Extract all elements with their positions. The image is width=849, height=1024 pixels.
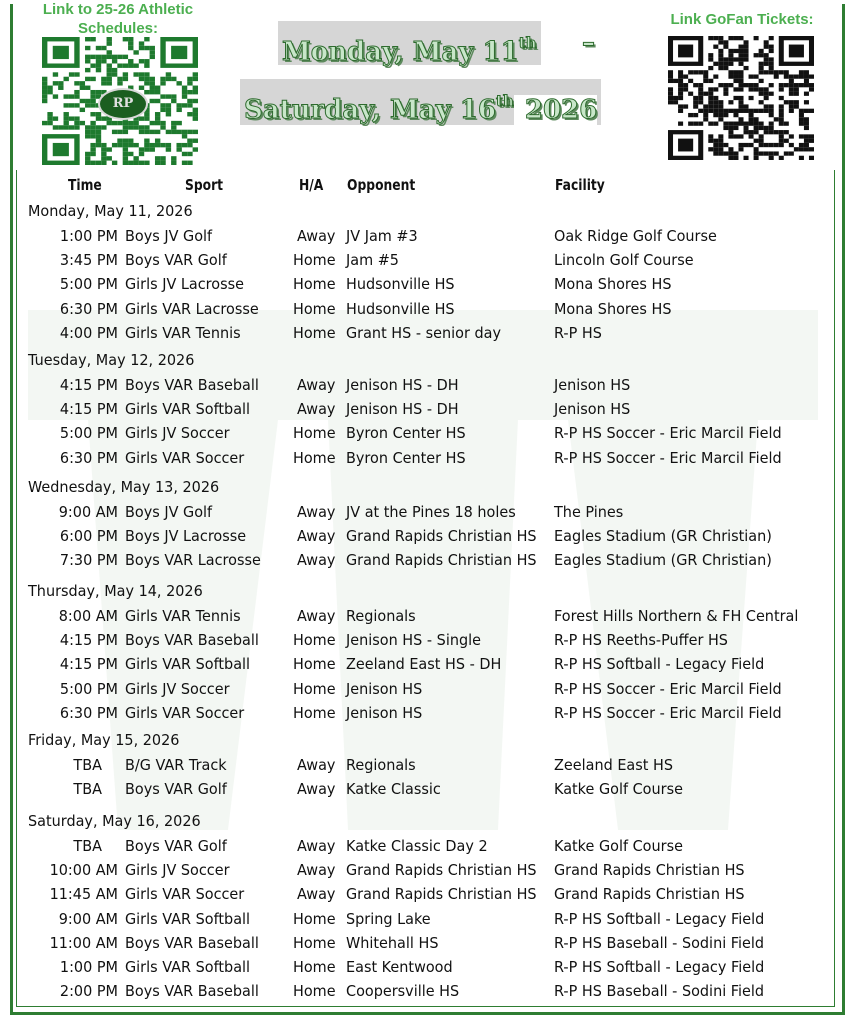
event-sport: Girls VAR Tennis	[125, 607, 241, 625]
event-opponent: Regionals	[346, 756, 416, 774]
event-facility: Katke Golf Course	[554, 837, 683, 855]
event-time: 9:00 AM	[58, 503, 118, 521]
event-facility: Mona Shores HS	[554, 299, 672, 318]
column-header-facility: Facility	[555, 176, 605, 194]
day-heading: Saturday, May 16, 2026	[28, 812, 201, 830]
title-end-suffix: th	[495, 92, 514, 110]
event-facility: Katke Golf Course	[554, 780, 683, 799]
event-home-away: Away	[297, 756, 336, 774]
event-opponent: East Kentwood	[346, 958, 453, 976]
event-home-away: Home	[293, 251, 336, 270]
event-sport: Boys VAR Golf	[125, 837, 227, 855]
event-time: 4:15 PM	[59, 631, 118, 650]
event-time: 11:45 AM	[49, 885, 119, 904]
event-facility: Mona Shores HS	[554, 275, 672, 294]
event-time: 11:00 AM	[49, 933, 119, 952]
title-line-2	[240, 79, 601, 125]
rp-logo-icon: RP	[98, 88, 148, 120]
event-opponent: JV Jam #3	[346, 227, 418, 245]
event-home-away: Home	[293, 679, 336, 698]
event-home-away: Away	[297, 837, 336, 855]
gofan-link-label[interactable]: Link GoFan Tickets:	[670, 11, 814, 28]
event-time: 1:00 PM	[59, 227, 118, 245]
event-time: 3:45 PM	[59, 251, 118, 270]
event-sport: Girls VAR Soccer	[125, 885, 245, 904]
day-heading: Tuesday, May 12, 2026	[28, 351, 195, 369]
event-time: 6:30 PM	[59, 299, 118, 318]
event-opponent: Whitehall HS	[346, 933, 439, 952]
event-time: 6:30 PM	[59, 703, 118, 722]
event-time: 5:00 PM	[59, 424, 118, 443]
event-time: 6:00 PM	[59, 527, 118, 546]
event-home-away: Home	[293, 958, 336, 976]
event-opponent: Jenison HS	[346, 679, 423, 698]
event-home-away: Away	[297, 551, 336, 570]
event-home-away: Away	[297, 503, 336, 521]
column-header-ha: H/A	[299, 176, 324, 194]
event-sport: Girls VAR Softball	[125, 909, 251, 928]
event-sport: B/G VAR Track	[125, 756, 227, 774]
event-sport: Girls JV Soccer	[125, 679, 230, 698]
event-time: 10:00 AM	[49, 861, 119, 880]
event-facility: Jenison HS	[554, 376, 631, 394]
event-facility: R-P HS Soccer - Eric Marcil Field	[554, 448, 782, 467]
event-sport: Girls VAR Tennis	[125, 323, 241, 342]
event-time: 9:00 AM	[58, 909, 118, 928]
event-opponent: Hudsonville HS	[346, 275, 455, 294]
event-time: 2:00 PM	[59, 982, 118, 1001]
event-sport: Girls JV Soccer	[125, 424, 230, 443]
event-opponent: Grand Rapids Christian HS	[346, 861, 537, 880]
event-home-away: Away	[297, 376, 336, 394]
event-sport: Boys VAR Baseball	[125, 376, 259, 394]
event-facility: Eagles Stadium (GR Christian)	[554, 551, 772, 570]
event-facility: Jenison HS	[554, 400, 631, 419]
column-header-opponent: Opponent	[347, 176, 416, 194]
event-opponent: Grand Rapids Christian HS	[346, 551, 537, 570]
event-home-away: Home	[293, 323, 336, 342]
event-sport: Girls JV Lacrosse	[125, 275, 245, 294]
event-home-away: Home	[293, 655, 336, 674]
event-time: 7:30 PM	[59, 551, 118, 570]
event-facility: The Pines	[554, 503, 624, 521]
event-time: 5:00 PM	[59, 275, 118, 294]
event-home-away: Home	[293, 631, 336, 650]
event-sport: Boys JV Golf	[125, 503, 213, 521]
column-header-sport: Sport	[185, 176, 224, 194]
schedules-link-label[interactable]: Link to 25-26 Athletic Schedules:	[42, 1, 194, 37]
event-home-away: Away	[297, 607, 336, 625]
event-facility: Forest Hills Northern & FH Central	[554, 607, 799, 625]
day-heading: Monday, May 11, 2026	[28, 202, 193, 220]
event-facility: Grand Rapids Christian HS	[554, 861, 745, 880]
event-facility: R-P HS Soccer - Eric Marcil Field	[554, 424, 782, 443]
title-start-suffix: th	[518, 34, 537, 52]
event-time: TBA	[73, 837, 102, 855]
event-home-away: Home	[293, 448, 336, 467]
event-facility: R-P HS Soccer - Eric Marcil Field	[554, 679, 782, 698]
event-opponent: Jenison HS - Single	[346, 631, 481, 650]
event-home-away: Away	[297, 400, 336, 419]
event-facility: Lincoln Golf Course	[554, 251, 694, 270]
event-home-away: Home	[293, 299, 336, 318]
event-opponent: Grant HS - senior day	[346, 323, 502, 342]
event-sport: Girls VAR Soccer	[125, 448, 245, 467]
event-opponent: Jenison HS	[346, 703, 423, 722]
event-opponent: Jam #5	[346, 251, 399, 270]
event-time: 4:15 PM	[59, 376, 118, 394]
event-facility: R-P HS Softball - Legacy Field	[554, 655, 765, 674]
event-time: TBA	[73, 756, 102, 774]
event-sport: Girls VAR Softball	[125, 655, 251, 674]
event-sport: Boys JV Golf	[125, 227, 213, 245]
event-home-away: Away	[297, 861, 336, 880]
event-opponent: Byron Center HS	[346, 448, 466, 467]
event-home-away: Away	[297, 780, 336, 799]
event-time: 8:00 AM	[58, 607, 118, 625]
event-facility: R-P HS Baseball - Sodini Field	[554, 982, 765, 1001]
event-facility: R-P HS Reeths-Puffer HS	[554, 631, 728, 650]
event-home-away: Home	[293, 909, 336, 928]
event-sport: Boys VAR Baseball	[125, 631, 259, 650]
event-sport: Boys VAR Baseball	[125, 982, 259, 1001]
event-sport: Boys VAR Baseball	[125, 933, 259, 952]
event-sport: Boys JV Lacrosse	[125, 527, 247, 546]
event-time: 4:15 PM	[59, 400, 118, 419]
event-sport: Girls VAR Softball	[125, 958, 251, 976]
event-home-away: Home	[293, 703, 336, 722]
qr-code-gofan-icon[interactable]	[668, 36, 814, 160]
title-year: 2026	[515, 95, 598, 125]
title-dash: –	[582, 28, 595, 58]
event-opponent: Grand Rapids Christian HS	[346, 527, 537, 546]
event-facility: R-P HS	[554, 323, 602, 342]
event-facility: R-P HS Soccer - Eric Marcil Field	[554, 703, 782, 722]
column-header-time: Time	[68, 176, 102, 194]
event-opponent: Byron Center HS	[346, 424, 466, 443]
event-opponent: JV at the Pines 18 holes	[346, 503, 516, 521]
event-opponent: Spring Lake	[346, 909, 431, 928]
event-home-away: Away	[297, 527, 336, 546]
event-opponent: Katke Classic	[346, 780, 441, 799]
event-facility: R-P HS Baseball - Sodini Field	[554, 933, 765, 952]
event-home-away: Home	[293, 275, 336, 294]
event-opponent: Coopersville HS	[346, 982, 460, 1001]
event-home-away: Away	[297, 885, 336, 904]
event-opponent: Zeeland East HS - DH	[346, 655, 502, 674]
event-home-away: Home	[293, 982, 336, 1001]
event-time: 4:15 PM	[59, 655, 118, 674]
event-opponent: Regionals	[346, 607, 416, 625]
event-sport: Boys VAR Lacrosse	[125, 551, 261, 570]
event-facility: R-P HS Softball - Legacy Field	[554, 909, 765, 928]
event-facility: Grand Rapids Christian HS	[554, 885, 745, 904]
title-end-date: Saturday, May 16	[244, 95, 496, 125]
event-facility: Eagles Stadium (GR Christian)	[554, 527, 772, 546]
event-sport: Boys VAR Golf	[125, 780, 227, 799]
event-sport: Girls VAR Softball	[125, 400, 251, 419]
event-home-away: Away	[297, 227, 336, 245]
event-time: 6:30 PM	[59, 448, 118, 467]
event-time: 1:00 PM	[59, 958, 118, 976]
day-heading: Wednesday, May 13, 2026	[28, 478, 220, 496]
event-sport: Girls VAR Soccer	[125, 703, 245, 722]
event-facility: Zeeland East HS	[554, 756, 673, 774]
event-home-away: Home	[293, 424, 336, 443]
event-opponent: Jenison HS - DH	[346, 376, 459, 394]
event-sport: Boys VAR Golf	[125, 251, 227, 270]
event-time: TBA	[73, 780, 102, 799]
event-sport: Girls JV Soccer	[125, 861, 230, 880]
event-facility: R-P HS Softball - Legacy Field	[554, 958, 765, 976]
event-opponent: Grand Rapids Christian HS	[346, 885, 537, 904]
day-heading: Thursday, May 14, 2026	[28, 582, 203, 600]
event-home-away: Home	[293, 933, 336, 952]
day-heading: Friday, May 15, 2026	[28, 731, 180, 749]
event-opponent: Hudsonville HS	[346, 299, 455, 318]
event-opponent: Katke Classic Day 2	[346, 837, 488, 855]
event-opponent: Jenison HS - DH	[346, 400, 459, 419]
event-time: 5:00 PM	[59, 679, 118, 698]
title-start-date: Monday, May 11	[282, 37, 519, 67]
event-sport: Girls VAR Lacrosse	[125, 299, 259, 318]
title-line-1	[278, 21, 541, 65]
event-time: 4:00 PM	[59, 323, 118, 342]
event-facility: Oak Ridge Golf Course	[554, 227, 717, 245]
